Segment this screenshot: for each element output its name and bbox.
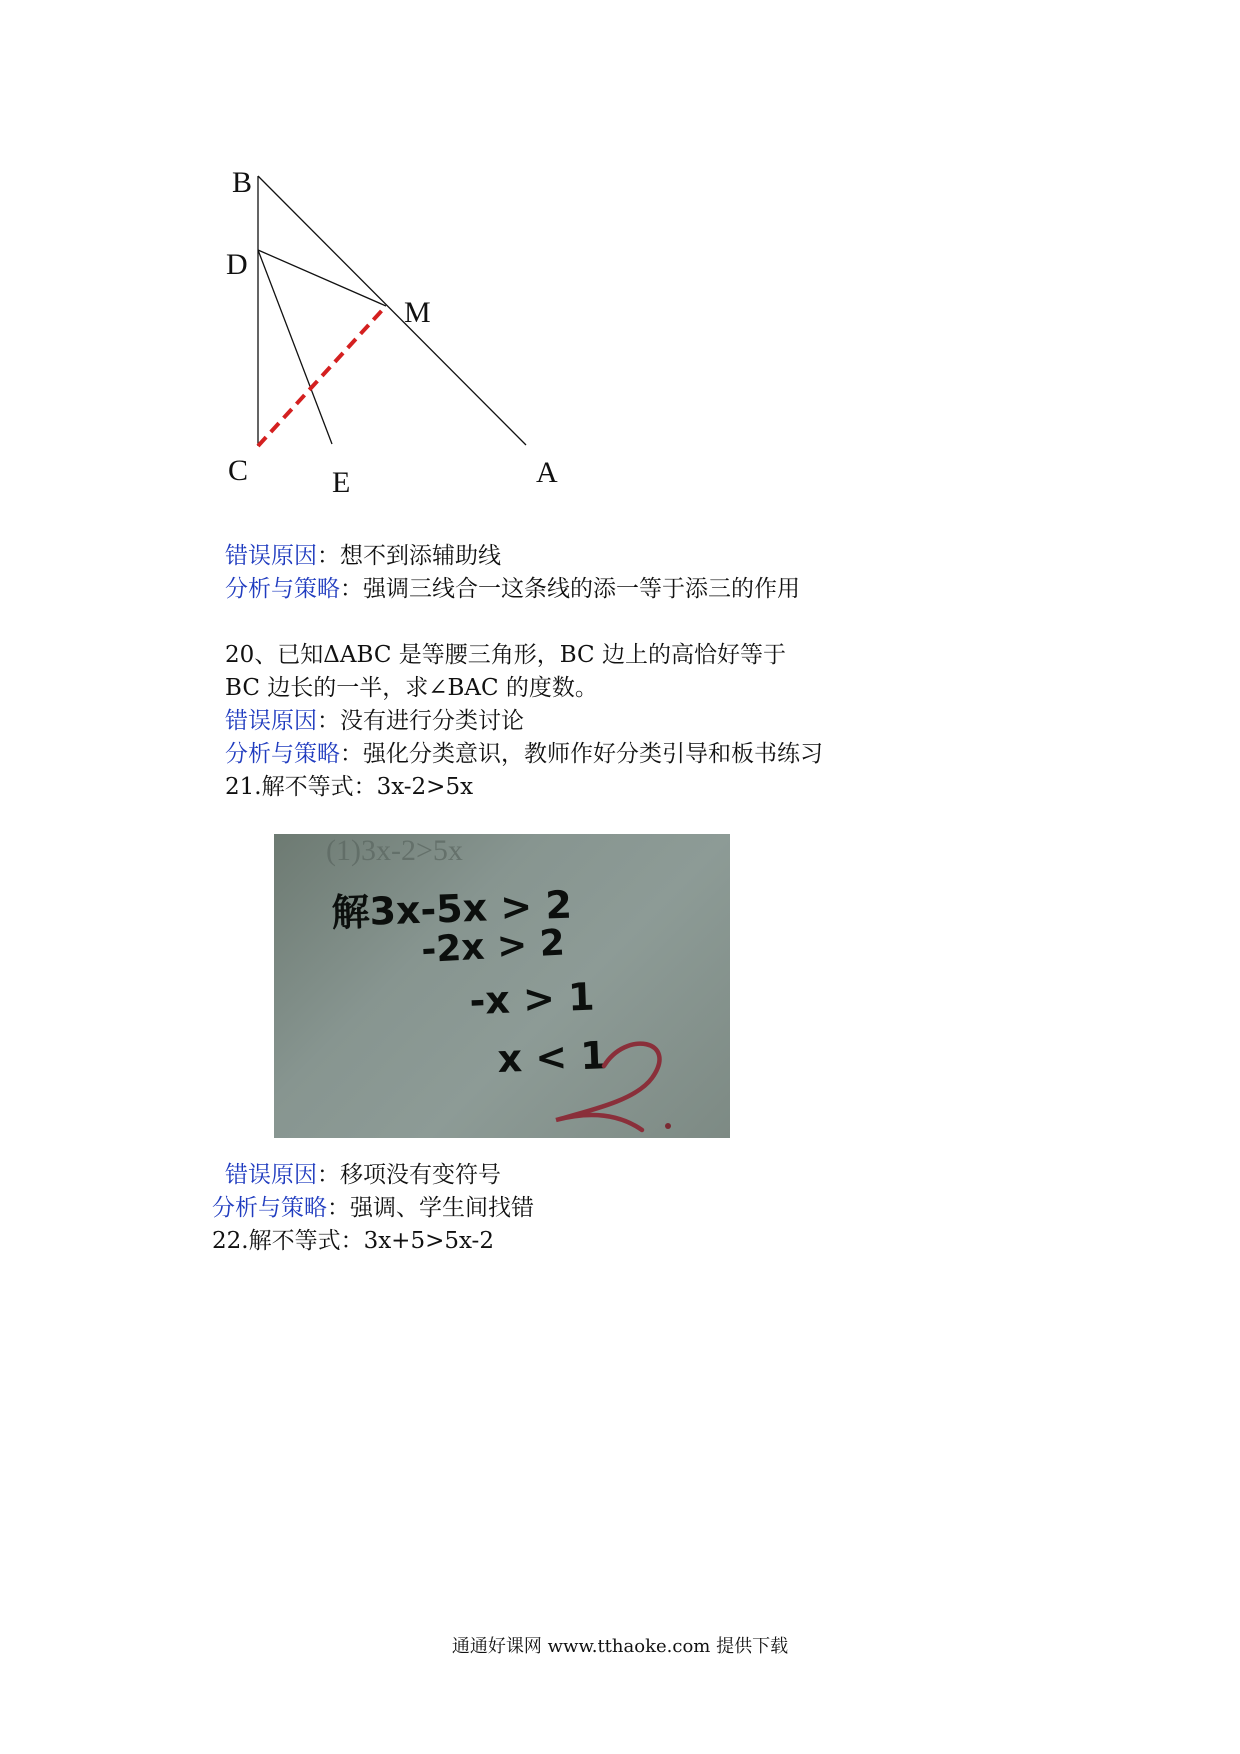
handwriting-layer — [274, 834, 730, 1138]
point-label-A: A — [536, 456, 558, 489]
analysis-strategy-label: 分析与策略 — [212, 1195, 327, 1221]
error-reason-text: ：移项没有变符号 — [317, 1162, 501, 1188]
error-reason-20 — [225, 706, 524, 736]
question-20-line-2: BC 边长的一半，求∠BAC 的度数。 — [225, 675, 598, 701]
red-dot-mark — [665, 1123, 671, 1129]
error-reason-text: ：想不到添辅助线 — [317, 543, 501, 569]
segment-DE — [258, 250, 332, 444]
handwritten-line-1: 解3x-5x > 2 — [330, 882, 573, 935]
analysis-strategy-text: ：强化分类意识，教师作好分类引导和板书练习 — [340, 741, 823, 767]
handwritten-line-3: -x > 1 — [468, 974, 596, 1023]
point-label-M: M — [404, 296, 431, 329]
handwritten-line-4: x < 1 — [496, 1033, 608, 1081]
analysis-strategy-label: 分析与策略 — [225, 576, 340, 602]
handwritten-solution-photo — [274, 834, 730, 1138]
question-20-line-1: 20、已知ΔABC 是等腰三角形，BC 边上的高恰好等于 — [225, 642, 786, 668]
point-label-E: E — [332, 466, 351, 499]
point-label-C: C — [228, 454, 249, 487]
error-reason-label: 错误原因 — [225, 708, 317, 734]
error-reason-label: 错误原因 — [225, 1162, 317, 1188]
analysis-strategy-20 — [225, 739, 823, 769]
printed-problem-text: (1)3x-2>5x — [326, 834, 463, 867]
point-label-B: B — [232, 166, 253, 199]
dashed-segment-CM — [258, 306, 386, 446]
handwritten-line-2: -2x > 2 — [420, 922, 566, 971]
error-reason-21 — [225, 1160, 501, 1190]
analysis-strategy-label: 分析与策略 — [225, 741, 340, 767]
question-22-title: 22.解不等式：3x+5>5x-2 — [212, 1228, 494, 1254]
geometry-figure — [200, 140, 600, 520]
footer-text[interactable]: 通通好课网 www.tthaoke.com 提供下载 — [451, 1636, 789, 1657]
analysis-strategy-19 — [225, 574, 800, 604]
error-reason-19 — [225, 541, 501, 571]
question-21-title: 21.解不等式：3x-2>5x — [225, 774, 474, 800]
analysis-strategy-21 — [212, 1193, 534, 1223]
point-label-D: D — [226, 248, 248, 281]
analysis-strategy-text: ：强调、学生间找错 — [327, 1195, 534, 1221]
error-reason-label: 错误原因 — [225, 543, 317, 569]
segment-DM — [258, 250, 386, 306]
error-reason-text: ：没有进行分类讨论 — [317, 708, 524, 734]
analysis-strategy-text: ：强调三线合一这条线的添一等于添三的作用 — [340, 576, 800, 602]
